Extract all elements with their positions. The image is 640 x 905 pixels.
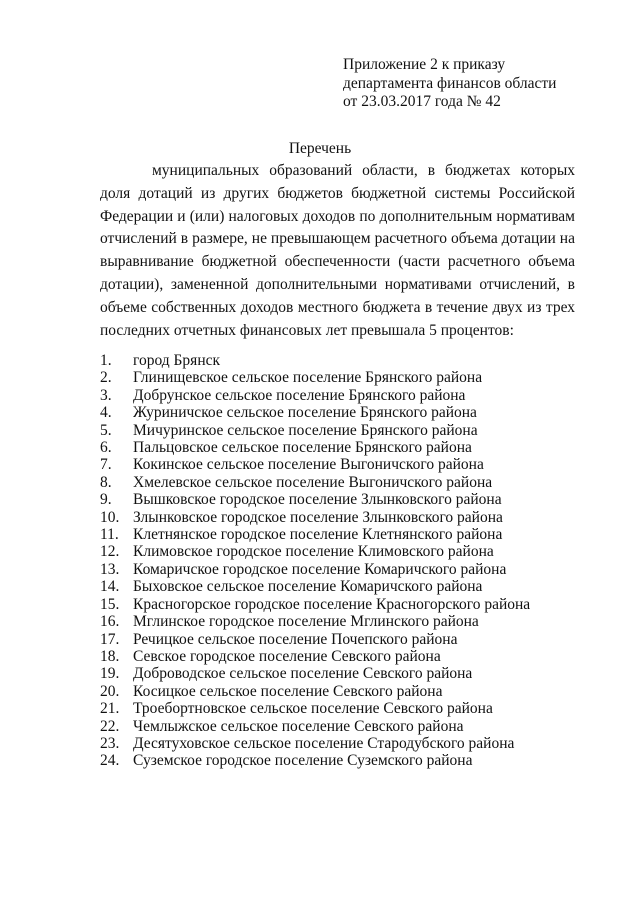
appendix-header	[343, 56, 583, 112]
list-item-number: 12.	[100, 543, 120, 561]
list-item-number: 5.	[100, 421, 112, 439]
list-item-number: 20.	[100, 682, 120, 700]
list-item	[100, 578, 570, 595]
list-item-text: Вышковское городское поселение Злынковского района	[133, 491, 502, 509]
appendix-header-line-1: Приложение 2 к приказу	[343, 56, 506, 73]
list-item-text: Севское городское поселение Севского района	[133, 647, 441, 665]
list-item-number: 2.	[100, 369, 112, 387]
list-item	[100, 543, 570, 560]
list-item-number: 1.	[100, 352, 112, 369]
list-item	[100, 439, 570, 456]
list-item-number: 24.	[100, 752, 120, 770]
list-item-text: Десятуховское сельское поселение Стародубского района	[133, 734, 515, 752]
list-item-number: 16.	[100, 613, 120, 631]
intro-paragraph: муниципальных образований области, в бюджетах которых доля дотаций из других бюджетов бюджетной системы Российской Федерации и (или) налоговых доходов по дополнительным нормативам отчислений в размере, не превышающем расчетного объема дотации на выравнивание бюджетной обеспеченности (части расчетного объема дотации), замененной дополнительными нормативами отчислений, в объеме собственных доходов местного бюджета в течение двух из трех последних отчетных финансовых лет превышала 5 процентов:	[100, 162, 575, 339]
list-item-number: 9.	[100, 491, 112, 509]
list-item	[100, 456, 570, 473]
list-item	[100, 596, 570, 613]
list-item-text: Мичуринское сельское поселение Брянского района	[133, 421, 478, 439]
list-item-number: 18.	[100, 647, 120, 665]
list-item-text: Добрунское сельское поселение Брянского района	[133, 386, 466, 404]
list-item-text: Глинищевское сельское поселение Брянского района	[133, 369, 483, 387]
list-item-text: Климовское городское поселение Климовского района	[133, 543, 494, 561]
list-item	[100, 509, 570, 526]
list-item-number: 22.	[100, 717, 120, 735]
list-item-number: 15.	[100, 595, 120, 613]
list-item-text: Хмелевское сельское поселение Выгоничского района	[133, 473, 493, 491]
list-item-text: Мглинское городское поселение Мглинского района	[133, 613, 479, 631]
list-item	[100, 526, 570, 543]
list-item-number: 10.	[100, 508, 120, 526]
list-item	[100, 474, 570, 491]
list-item-text: Кокинское сельское поселение Выгоничского района	[133, 456, 484, 474]
list-item-number: 6.	[100, 439, 112, 457]
list-item	[100, 422, 570, 439]
list-item	[100, 752, 570, 769]
list-item-text: Красногорское городское поселение Красногорского района	[133, 595, 531, 613]
list-item	[100, 561, 570, 578]
list-item-text: Косицкое сельское поселение Севского района	[133, 682, 443, 700]
list-item	[100, 665, 570, 682]
list-item-text: Комаричское городское поселение Комаричского района	[133, 560, 507, 578]
list-item-number: 19.	[100, 665, 120, 683]
list-item	[100, 648, 570, 665]
list-item	[100, 700, 570, 717]
list-item-text: Суземское городское поселение Суземского района	[133, 752, 473, 770]
list-item-text: Доброводское сельское поселение Севского района	[133, 665, 473, 683]
list-item-number: 14.	[100, 578, 120, 596]
list-item-number: 13.	[100, 560, 120, 578]
list-item	[100, 718, 570, 735]
list-item-number: 23.	[100, 734, 120, 752]
appendix-header-line-2: департамента финансов области	[343, 74, 557, 92]
list-item	[100, 631, 570, 648]
list-item	[100, 404, 570, 421]
list-item-number: 11.	[100, 526, 119, 544]
list-item-text: Клетнянское городское поселение Клетнянского района	[133, 526, 503, 544]
list-item	[100, 683, 570, 700]
appendix-header-line-3: от 23.03.2017 года № 42	[343, 93, 501, 110]
list-item-text: Быховское сельское поселение Комаричского района	[133, 578, 483, 596]
list-item-text: Речицкое сельское поселение Почепского района	[133, 630, 458, 648]
list-item	[100, 613, 570, 630]
list-item-number: 8.	[100, 473, 112, 491]
list-item-number: 21.	[100, 700, 120, 718]
municipality-list	[100, 352, 570, 770]
document-title: Перечень	[288, 140, 352, 157]
list-item	[100, 735, 570, 752]
list-item-text: Злынковское городское поселение Злынковского района	[133, 508, 503, 526]
list-item	[100, 352, 570, 369]
list-item-text: Пальцовское сельское поселение Брянского района	[133, 439, 472, 457]
list-item	[100, 387, 570, 404]
list-item-text: Журиничское сельское поселение Брянского района	[133, 404, 477, 422]
list-item-text: Чемлыжское сельское поселение Севского района	[133, 717, 464, 735]
list-item-text: Троебортновское сельское поселение Севского района	[133, 700, 493, 718]
list-item-number: 3.	[100, 386, 112, 404]
list-item-number: 7.	[100, 456, 112, 474]
list-item-number: 4.	[100, 404, 112, 422]
list-item-text: город Брянск	[133, 352, 221, 369]
list-item-number: 17.	[100, 630, 120, 648]
list-item	[100, 491, 570, 508]
list-item	[100, 369, 570, 386]
